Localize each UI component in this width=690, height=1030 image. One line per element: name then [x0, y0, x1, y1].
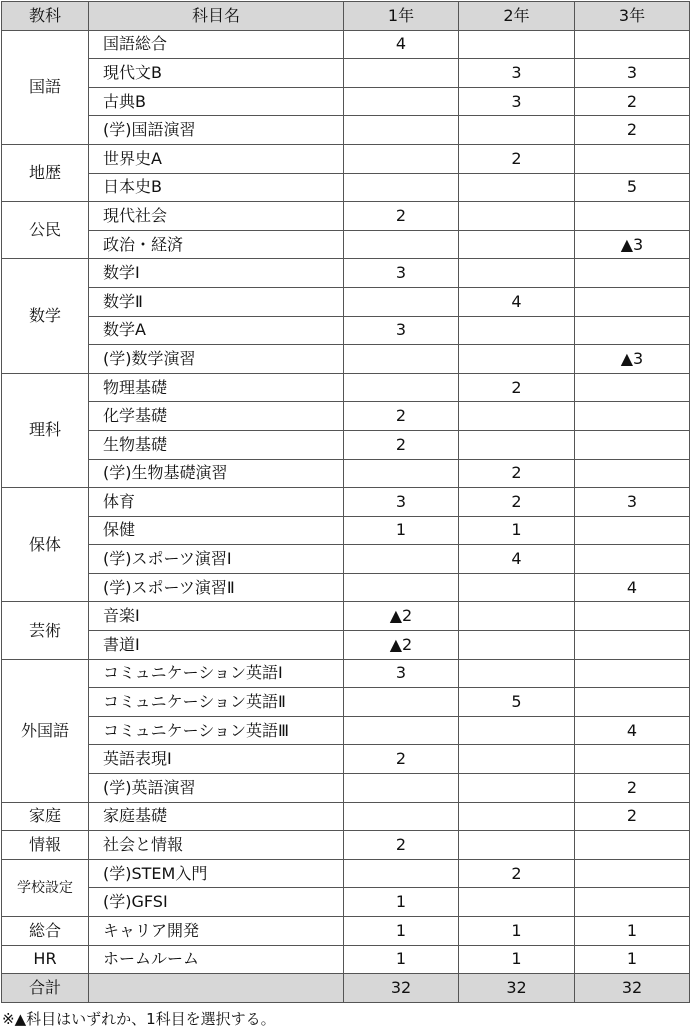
subject-cell: 保健 [89, 516, 344, 545]
year1-cell [344, 859, 459, 888]
subject-cell: 現代文B [89, 59, 344, 88]
subject-cell: (学)スポーツ演習Ⅱ [89, 573, 344, 602]
subject-cell: 音楽Ⅰ [89, 602, 344, 631]
dept-cell: 地歴 [2, 144, 89, 201]
table-row [2, 116, 690, 145]
table-row [2, 917, 690, 946]
table-row [2, 945, 690, 974]
year3-cell [575, 688, 690, 717]
table-row [2, 59, 690, 88]
year3-cell [575, 373, 690, 402]
year2-cell [459, 202, 575, 231]
year3-cell: 1 [575, 917, 690, 946]
year2-cell [459, 316, 575, 345]
subject-cell: (学)GFSI [89, 888, 344, 917]
year3-cell [575, 144, 690, 173]
year1-cell: 2 [344, 831, 459, 860]
total-year3: 32 [575, 974, 690, 1003]
header-dept: 教科 [2, 2, 89, 31]
header-row [2, 2, 690, 31]
footnote: ※▲科目はいずれか、1科目を選択する。 [2, 1010, 276, 1028]
table-row [2, 87, 690, 116]
year1-cell [344, 573, 459, 602]
year1-cell: 3 [344, 488, 459, 517]
total-subject [89, 974, 344, 1003]
year3-cell [575, 859, 690, 888]
year2-cell [459, 259, 575, 288]
year1-cell: 3 [344, 259, 459, 288]
table-row [2, 402, 690, 431]
table-row [2, 545, 690, 574]
year2-cell: 5 [459, 688, 575, 717]
year1-cell: ▲2 [344, 631, 459, 660]
subject-cell: 数学Ⅱ [89, 287, 344, 316]
dept-cell: 国語 [2, 30, 89, 144]
dept-cell: 理科 [2, 373, 89, 487]
year1-cell: 3 [344, 659, 459, 688]
year1-cell [344, 459, 459, 488]
dept-cell: 外国語 [2, 659, 89, 802]
year2-cell [459, 345, 575, 374]
subject-cell: 日本史B [89, 173, 344, 202]
year3-cell [575, 602, 690, 631]
year2-cell [459, 30, 575, 59]
dept-cell: 数学 [2, 259, 89, 373]
table-row [2, 202, 690, 231]
subject-cell: コミュニケーション英語Ⅰ [89, 659, 344, 688]
year3-cell [575, 287, 690, 316]
table-row [2, 516, 690, 545]
year1-cell [344, 774, 459, 803]
year3-cell [575, 831, 690, 860]
year2-cell [459, 116, 575, 145]
table-row [2, 488, 690, 517]
year1-cell [344, 173, 459, 202]
table-row [2, 659, 690, 688]
table-row [2, 259, 690, 288]
year1-cell [344, 688, 459, 717]
table-row [2, 888, 690, 917]
subject-cell: 物理基礎 [89, 373, 344, 402]
year2-cell [459, 716, 575, 745]
year1-cell: ▲2 [344, 602, 459, 631]
year3-cell [575, 545, 690, 574]
table-row [2, 573, 690, 602]
year2-cell [459, 745, 575, 774]
year2-cell [459, 774, 575, 803]
year2-cell: 4 [459, 545, 575, 574]
year3-cell: 1 [575, 945, 690, 974]
year1-cell [344, 116, 459, 145]
table-row [2, 459, 690, 488]
table-row [2, 287, 690, 316]
subject-cell: 家庭基礎 [89, 802, 344, 831]
year1-cell: 2 [344, 402, 459, 431]
subject-cell: (学)国語演習 [89, 116, 344, 145]
year3-cell [575, 259, 690, 288]
subject-cell: (学)数学演習 [89, 345, 344, 374]
total-year1: 32 [344, 974, 459, 1003]
year2-cell: 2 [459, 488, 575, 517]
year1-cell [344, 716, 459, 745]
year2-cell: 3 [459, 87, 575, 116]
year3-cell [575, 30, 690, 59]
year2-cell: 1 [459, 945, 575, 974]
table-body [2, 30, 690, 974]
year2-cell [459, 802, 575, 831]
dept-cell: 保体 [2, 488, 89, 602]
year2-cell [459, 402, 575, 431]
year1-cell: 2 [344, 202, 459, 231]
year3-cell [575, 516, 690, 545]
year2-cell: 2 [459, 859, 575, 888]
year3-cell: ▲3 [575, 230, 690, 259]
year3-cell [575, 659, 690, 688]
year1-cell [344, 144, 459, 173]
total-year2: 32 [459, 974, 575, 1003]
year3-cell: 2 [575, 87, 690, 116]
year1-cell: 1 [344, 945, 459, 974]
table-row [2, 602, 690, 631]
year2-cell [459, 631, 575, 660]
year2-cell: 4 [459, 287, 575, 316]
subject-cell: (学)英語演習 [89, 774, 344, 803]
subject-cell: 数学A [89, 316, 344, 345]
subject-cell: 体育 [89, 488, 344, 517]
subject-cell: 生物基礎 [89, 430, 344, 459]
year1-cell [344, 373, 459, 402]
year2-cell: 2 [459, 373, 575, 402]
dept-cell: 情報 [2, 831, 89, 860]
year2-cell [459, 831, 575, 860]
year2-cell [459, 659, 575, 688]
year1-cell: 3 [344, 316, 459, 345]
table-row [2, 430, 690, 459]
year1-cell [344, 287, 459, 316]
year2-cell [459, 230, 575, 259]
subject-cell: 古典B [89, 87, 344, 116]
subject-cell: (学)生物基礎演習 [89, 459, 344, 488]
subject-cell: ホームルーム [89, 945, 344, 974]
table-row [2, 316, 690, 345]
subject-cell: キャリア開発 [89, 917, 344, 946]
subject-cell: 化学基礎 [89, 402, 344, 431]
year3-cell: 5 [575, 173, 690, 202]
year2-cell [459, 602, 575, 631]
year1-cell: 1 [344, 516, 459, 545]
year2-cell [459, 430, 575, 459]
table-row [2, 831, 690, 860]
table-row [2, 144, 690, 173]
year3-cell: 2 [575, 802, 690, 831]
subject-cell: 世界史A [89, 144, 344, 173]
year2-cell: 2 [459, 459, 575, 488]
subject-cell: (学)スポーツ演習Ⅰ [89, 545, 344, 574]
year1-cell [344, 802, 459, 831]
table-row [2, 373, 690, 402]
total-label: 合計 [2, 974, 89, 1003]
subject-cell: 英語表現Ⅰ [89, 745, 344, 774]
year3-cell [575, 745, 690, 774]
table-row [2, 688, 690, 717]
year3-cell [575, 430, 690, 459]
year3-cell [575, 202, 690, 231]
table-row [2, 230, 690, 259]
subject-cell: コミュニケーション英語Ⅲ [89, 716, 344, 745]
header-year1: 1年 [344, 2, 459, 31]
table-row [2, 345, 690, 374]
year1-cell: 1 [344, 917, 459, 946]
year3-cell: 4 [575, 716, 690, 745]
dept-cell: 総合 [2, 917, 89, 946]
year3-cell: 4 [575, 573, 690, 602]
year3-cell: 2 [575, 774, 690, 803]
table-row [2, 716, 690, 745]
table-row [2, 173, 690, 202]
year1-cell: 2 [344, 745, 459, 774]
year1-cell: 1 [344, 888, 459, 917]
year3-cell [575, 316, 690, 345]
subject-cell: 社会と情報 [89, 831, 344, 860]
year3-cell: 3 [575, 59, 690, 88]
year1-cell [344, 87, 459, 116]
header-year2: 2年 [459, 2, 575, 31]
year2-cell: 2 [459, 144, 575, 173]
subject-cell: 書道Ⅰ [89, 631, 344, 660]
year2-cell [459, 173, 575, 202]
header-year3: 3年 [575, 2, 690, 31]
dept-cell: 公民 [2, 202, 89, 259]
year1-cell: 2 [344, 430, 459, 459]
subject-cell: 現代社会 [89, 202, 344, 231]
table-row [2, 745, 690, 774]
table-row [2, 30, 690, 59]
table-row [2, 631, 690, 660]
year1-cell [344, 230, 459, 259]
year2-cell: 1 [459, 917, 575, 946]
table-row [2, 859, 690, 888]
table-row [2, 774, 690, 803]
year2-cell [459, 888, 575, 917]
year3-cell [575, 631, 690, 660]
subject-cell: (学)STEM入門 [89, 859, 344, 888]
year3-cell: 2 [575, 116, 690, 145]
subject-cell: 政治・経済 [89, 230, 344, 259]
year3-cell [575, 459, 690, 488]
subject-cell: 数学Ⅰ [89, 259, 344, 288]
subject-cell: コミュニケーション英語Ⅱ [89, 688, 344, 717]
subject-cell: 国語総合 [89, 30, 344, 59]
dept-cell: 芸術 [2, 602, 89, 659]
year3-cell [575, 888, 690, 917]
year2-cell: 1 [459, 516, 575, 545]
dept-cell: HR [2, 945, 89, 974]
year3-cell [575, 402, 690, 431]
total-row [2, 974, 690, 1003]
year1-cell [344, 345, 459, 374]
year2-cell [459, 573, 575, 602]
dept-cell: 学校設定 [2, 859, 89, 916]
year1-cell [344, 545, 459, 574]
year3-cell: 3 [575, 488, 690, 517]
year1-cell: 4 [344, 30, 459, 59]
header-subject: 科目名 [89, 2, 344, 31]
dept-cell: 家庭 [2, 802, 89, 831]
year3-cell: ▲3 [575, 345, 690, 374]
year1-cell [344, 59, 459, 88]
table-row [2, 802, 690, 831]
year2-cell: 3 [459, 59, 575, 88]
curriculum-table [1, 1, 690, 1003]
